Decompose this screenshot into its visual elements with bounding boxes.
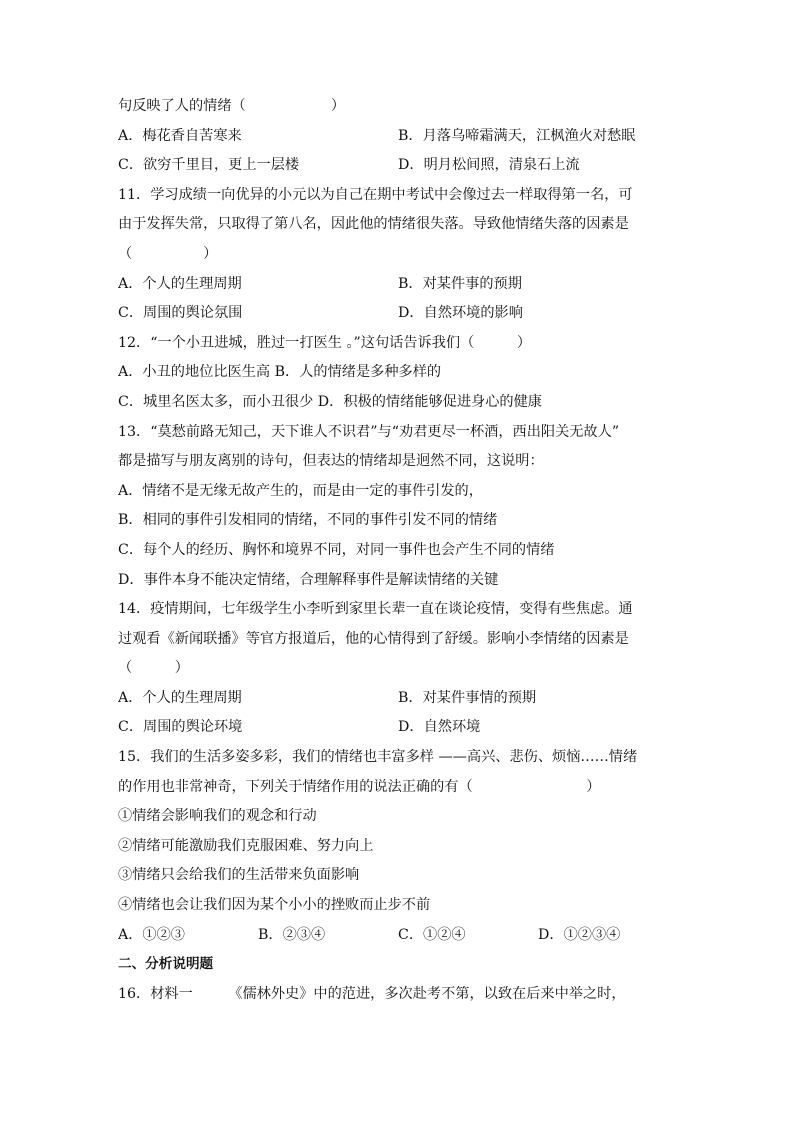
q11-options-row-2 (118, 299, 684, 329)
q15-option-d: D．①②③④ (538, 926, 621, 943)
q11-option-a: A．个人的生理周期 (118, 275, 242, 292)
q14-stem-line-1: 14．疫情期间，七年级学生小李听到家里长辈一直在谈论疫情，变得有些焦虑。通 (118, 601, 633, 618)
q10-option-d: D．明月松间照，清泉石上流 (398, 157, 580, 174)
q11-option-c: C．周围的舆论氛围 (118, 305, 243, 322)
q14-option-c: C．周围的舆论环境 (118, 719, 243, 736)
q15-statement-3: ③情绪只会给我们的生活带来负面影响 (118, 867, 360, 884)
q15-stem-line-2: 的作用也非常神奇，下列关于情绪作用的说法正确的有（ ） (118, 778, 601, 795)
q13-option-b: B．相同的事件引发相同的情绪，不同的事件引发不同的情绪 (118, 512, 498, 529)
q15-option-a: A．①②③ (118, 926, 185, 943)
q13-option-d: D．事件本身不能决定情绪，合理解释事件是解读情绪的关键 (118, 571, 499, 588)
q15-option-b: B．②③④ (258, 926, 326, 943)
q11-option-d: D．自然环境的影响 (398, 305, 523, 322)
q15-statement-1: ①情绪会影响我们的观念和行动 (118, 808, 317, 825)
q14-option-d: D．自然环境 (398, 719, 481, 736)
q15-option-c: C．①②④ (398, 926, 466, 943)
q16-stem-line-1: 16．材料一 《儒林外史》中的范进，多次赴考不第，以致在后来中举之时， (118, 985, 626, 1002)
q11-option-b: B．对某件事的预期 (398, 275, 522, 292)
q12-options-cd: C．城里名医太多，而小丑很少 D．积极的情绪能够促进身心的健康 (118, 393, 542, 410)
q13-stem-line-2: 都是描写与朋友离别的诗句，但表达的情绪却是迥然不同，这说明： (118, 453, 544, 470)
exam-page (118, 92, 684, 1009)
q13-stem-line-1: 13．“莫愁前路无知己，天下谁人不识君”与“劝君更尽一杯酒，西出阳关无故人” (118, 423, 620, 440)
q10-stem-tail: 句反映了人的情绪（ ） (118, 98, 346, 114)
q10-option-b: B．月落乌啼霜满天，江枫渔火对愁眠 (398, 127, 636, 144)
q11-stem-line-2: 由于发挥失常，只取得了第八名，因此他的情绪很失落。导致他情绪失落的因素是 (118, 216, 629, 233)
q10-options-row-2 (118, 151, 684, 181)
q13-option-c: C．每个人的经历、胸怀和境界不同，对同一事件也会产生不同的情绪 (118, 541, 555, 558)
q13-option-a: A．情绪不是无缘无故产生的，而是由一定的事件引发的， (118, 482, 483, 499)
q10-option-c: C．欲穷千里目，更上一层楼 (118, 157, 300, 174)
q15-statement-2: ②情绪可能激励我们克服困难、努力向上 (118, 837, 374, 854)
q14-answer-blank: （ ） (118, 660, 189, 677)
q10-options-row-1 (118, 122, 684, 152)
q15-options-row (118, 921, 684, 951)
q14-stem-line-2: 过观看《新闻联播》等官方报道后，他的心情得到了舒缓。影响小李情绪的因素是 (118, 630, 629, 647)
q15-stem-line-1: 15．我们的生活多姿多彩，我们的情绪也丰富多样 ——高兴、悲伤、烦恼……情绪 (118, 749, 638, 766)
q14-option-b: B．对某件事情的预期 (398, 689, 537, 706)
section-2-title: 二、分析说明题 (118, 956, 214, 973)
q10-option-a: A．梅花香自苦寒来 (118, 127, 242, 144)
q14-options-row-1 (118, 684, 684, 714)
q14-option-a: A．个人的生理周期 (118, 689, 242, 706)
q11-stem-line-1: 11．学习成绩一向优异的小元以为自己在期中考试中会像过去一样取得第一名，可 (118, 186, 633, 203)
q15-statement-4: ④情绪也会让我们因为某个小小的挫败而止步不前 (118, 897, 431, 914)
q11-options-row-1 (118, 270, 684, 300)
q11-answer-blank: （ ） (118, 245, 218, 262)
q12-stem: 12．“一个小丑进城，胜过一打医生 。”这句话告诉我们（ ） (118, 334, 532, 351)
q14-options-row-2 (118, 713, 684, 743)
q12-options-ab: A．小丑的地位比医生高 B．人的情绪是多种多样的 (118, 364, 442, 381)
